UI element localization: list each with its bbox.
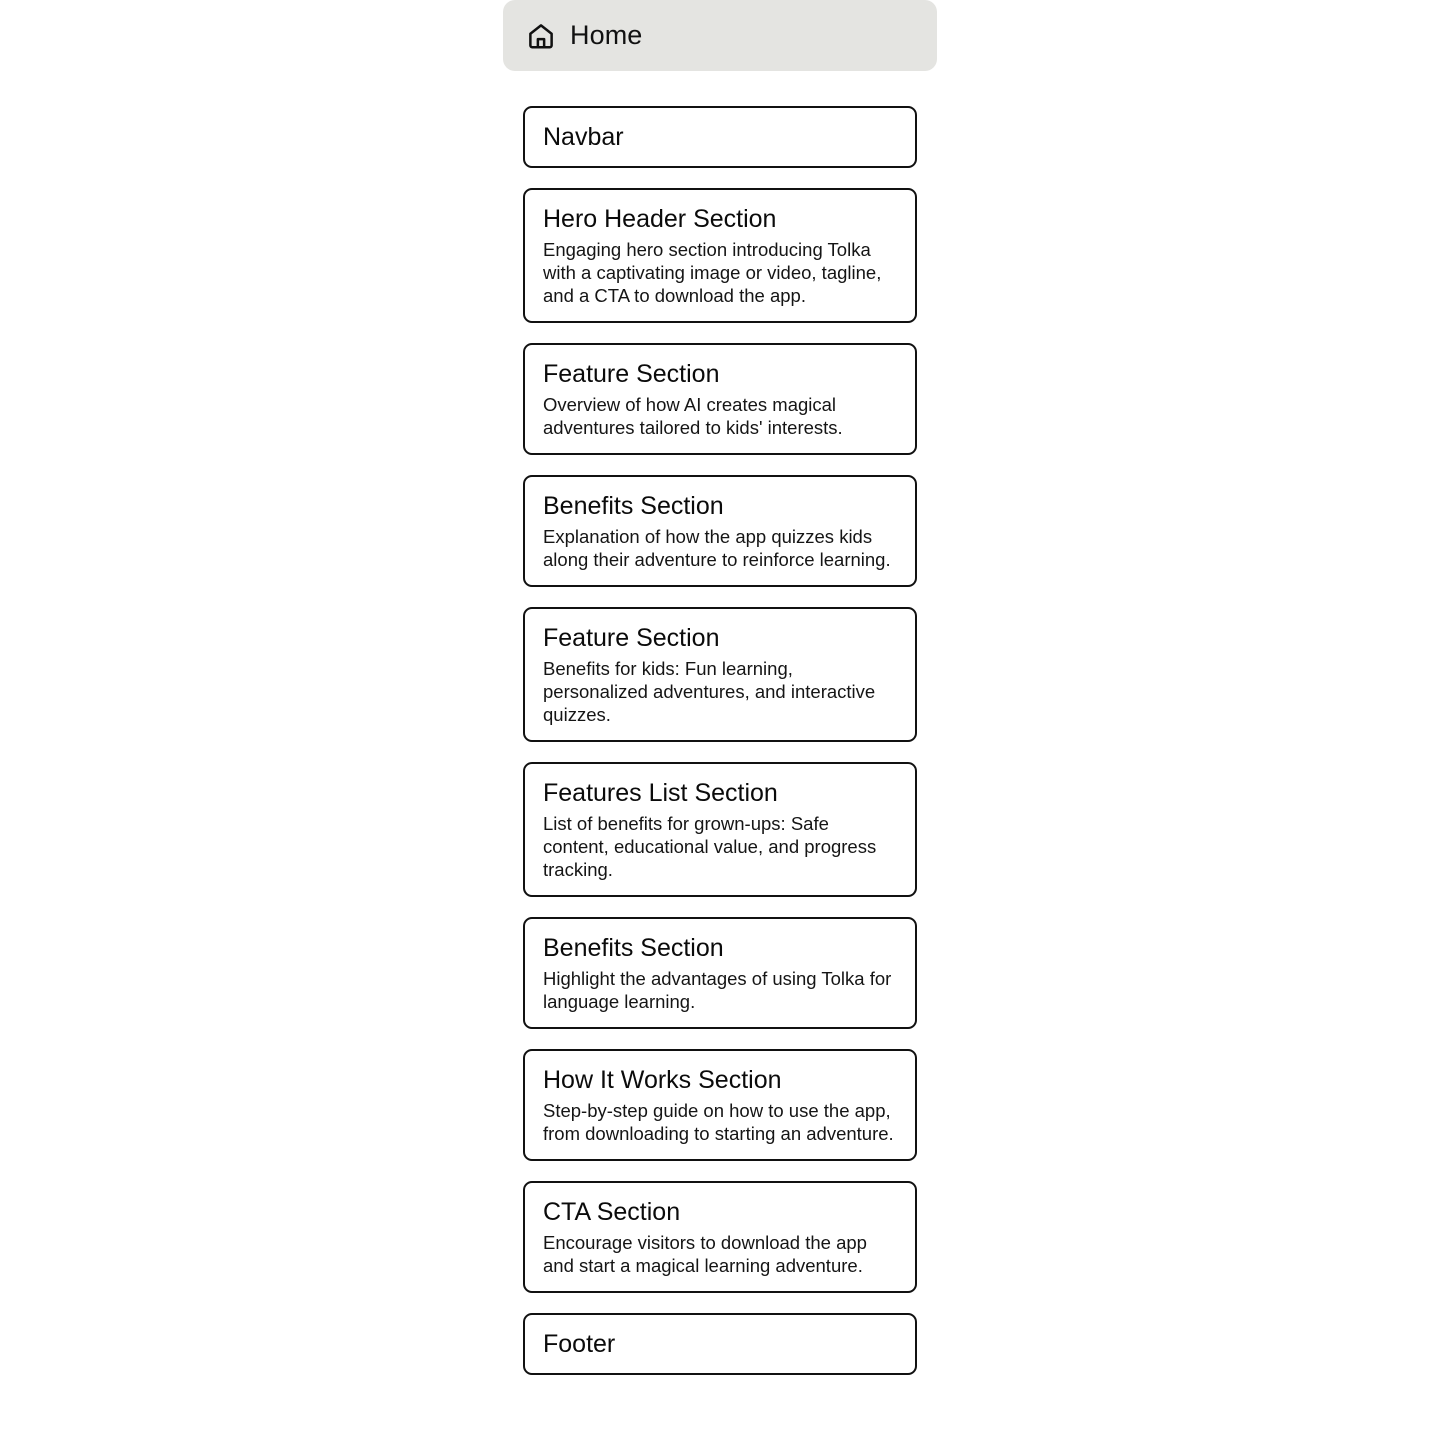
section-title: CTA Section (543, 1198, 681, 1226)
section-card-footer[interactable] (523, 1313, 917, 1375)
section-title: Benefits Section (543, 934, 724, 962)
page-title: Home (570, 20, 643, 50)
section-description: List of benefits for grown-ups: Safe content, educational value, and progress tracking. (543, 813, 877, 880)
section-title: Hero Header Section (543, 205, 777, 233)
section-title: Feature Section (543, 624, 720, 652)
section-card-how-it-works[interactable] (523, 1049, 917, 1161)
section-card-feature[interactable] (523, 343, 917, 455)
section-description: Highlight the advantages of using Tolka for language learning. (543, 968, 892, 1012)
section-description: Benefits for kids: Fun learning, personalized adventures, and interactive quizzes. (543, 658, 876, 725)
section-list (523, 106, 917, 1395)
section-title: Navbar (543, 123, 624, 151)
section-card-feature-2[interactable] (523, 607, 917, 742)
section-description: Overview of how AI creates magical adventures tailored to kids' interests. (543, 394, 843, 438)
page-header[interactable] (503, 0, 937, 71)
section-card-benefits[interactable] (523, 475, 917, 587)
section-card-benefits-2[interactable] (523, 917, 917, 1029)
section-card-navbar[interactable] (523, 106, 917, 168)
sitemap-column (503, 0, 937, 1358)
section-title: Footer (543, 1330, 616, 1358)
section-title: Benefits Section (543, 492, 724, 520)
section-description: Encourage visitors to download the app and start a magical learning adventure. (543, 1232, 867, 1276)
section-card-cta[interactable] (523, 1181, 917, 1293)
section-title: How It Works Section (543, 1066, 782, 1094)
section-title: Feature Section (543, 360, 720, 388)
section-description: Engaging hero section introducing Tolka with a captivating image or video, tagline, and a CTA to download the app. (543, 239, 882, 306)
home-icon (525, 20, 557, 52)
section-description: Explanation of how the app quizzes kids along their adventure to reinforce learning. (543, 526, 891, 570)
section-title: Features List Section (543, 779, 778, 807)
section-card-hero-header[interactable] (523, 188, 917, 323)
section-description: Step-by-step guide on how to use the app, from downloading to starting an adventure. (543, 1100, 894, 1144)
section-card-features-list[interactable] (523, 762, 917, 897)
